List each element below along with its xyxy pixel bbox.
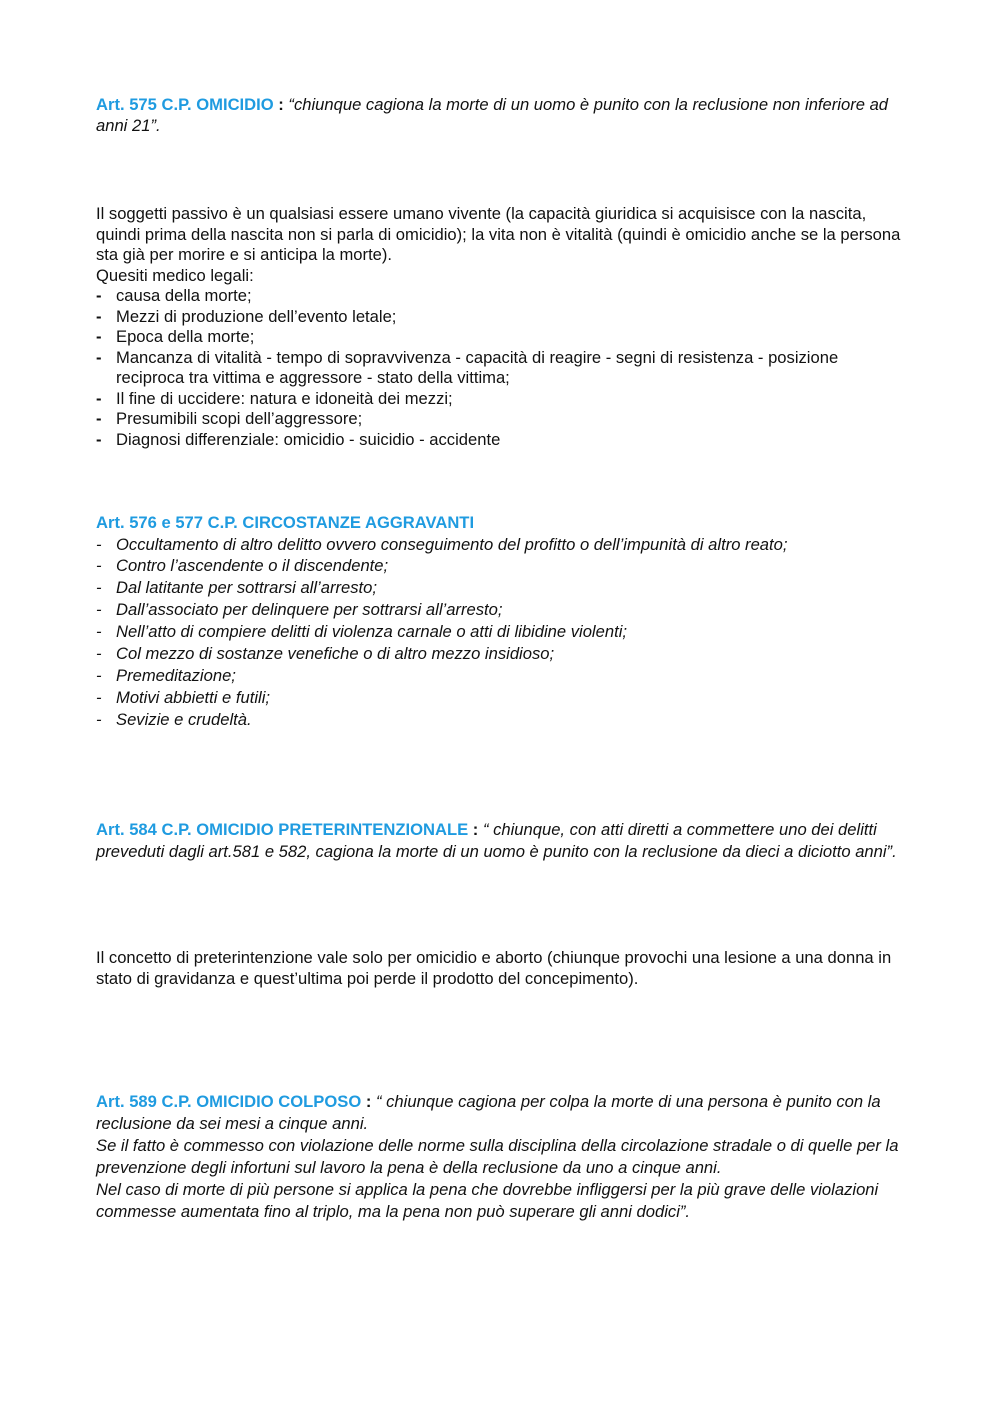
dash-bullet: - bbox=[96, 286, 102, 305]
aggravante-item-text: Nell’atto di compiere delitti di violenza carnale o atti di libidine violenti; bbox=[116, 622, 627, 642]
art-576-heading: Art. 576 e 577 C.P. CIRCOSTANZE AGGRAVANTI bbox=[96, 513, 475, 532]
aggravante-item bbox=[96, 621, 911, 643]
art-575-section bbox=[96, 95, 911, 136]
art-584-quote: “ chiunque, con atti diretti a commettere uno dei delitti preveduti dagli art.581 e 582, cagiona la morte di un uomo è punito con la reclusione da dieci a diciotto anni”. bbox=[96, 820, 897, 861]
dash-bullet: - bbox=[96, 327, 102, 346]
preterintenzione-paragraph: Il concetto di preterintenzione vale solo per omicidio e aborto (chiunque provochi una lesione a una donna in stato di gravidanza e quest’ultima poi perde il prodotto del concepimento). bbox=[96, 948, 892, 988]
quesiti-label: Quesiti medico legali: bbox=[96, 265, 254, 285]
quesito-item-text: Diagnosi differenziale: omicidio - suicidio - accidente bbox=[116, 429, 501, 449]
dash-bullet: - bbox=[96, 578, 102, 598]
aggravante-item-text: Sevizie e crudeltà. bbox=[116, 709, 252, 729]
aggravante-item bbox=[96, 555, 911, 577]
dash-bullet: - bbox=[96, 534, 102, 554]
aggravante-item-text: Motivi abbietti e futili; bbox=[116, 687, 271, 707]
art-589-paragraph bbox=[96, 1091, 911, 1135]
dash-bullet: - bbox=[96, 665, 102, 685]
soggetto-passivo-paragraph: Il soggetti passivo è un qualsiasi essere umano vivente (la capacità giuridica si acquisisce con la nascita, quindi prima della nascita non si parla di omicidio); la vita non è vitalità (quindi è omicidio anche se la persona sta già per morire e si anticipa la morte). bbox=[96, 204, 901, 264]
aggravante-item bbox=[96, 599, 911, 621]
aggravante-item bbox=[96, 665, 911, 687]
aggravante-item bbox=[96, 577, 911, 599]
art-589-line-2: Se il fatto è commesso con violazione delle norme sulla disciplina della circolazione stradale o di quelle per la prevenzione degli infortuni sul lavoro la pena è della reclusione da uno a cinque anni. bbox=[96, 1136, 899, 1177]
dash-bullet: - bbox=[96, 644, 102, 664]
art-589-section bbox=[96, 1091, 911, 1223]
quesito-item bbox=[96, 286, 911, 307]
art-575-paragraph bbox=[96, 95, 911, 136]
dash-bullet: - bbox=[96, 600, 102, 620]
aggravante-item-text: Col mezzo di sostanze venefiche o di altro mezzo insidioso; bbox=[116, 644, 555, 664]
quesito-item-text: Mancanza di vitalità - tempo di sopravvivenza - capacità di reagire - segni di resistenza - posizione reciproca tra vittima e aggressore - stato della vittima; bbox=[116, 347, 839, 387]
dash-bullet: - bbox=[96, 409, 102, 428]
quesito-item-text: Mezzi di produzione dell’evento letale; bbox=[116, 306, 397, 326]
art-589-line-3: Nel caso di morte di più persone si applica la pena che dovrebbe infliggersi per la più grave delle violazioni commesse aumentata fino al triplo, ma la pena non può superare gli anni dodici”. bbox=[96, 1180, 879, 1221]
dash-bullet: - bbox=[96, 556, 102, 576]
quesiti-list bbox=[96, 286, 911, 450]
aggravante-item bbox=[96, 534, 911, 556]
art-584-paragraph bbox=[96, 819, 911, 863]
quesito-item-text: Presumibili scopi dell’aggressore; bbox=[116, 409, 363, 428]
dash-bullet: - bbox=[96, 429, 102, 449]
aggravante-item-text: Premeditazione; bbox=[116, 665, 236, 685]
quesito-item bbox=[96, 430, 911, 451]
aggravanti-list bbox=[96, 534, 911, 731]
dash-bullet: - bbox=[96, 687, 102, 707]
art-589-heading: Art. 589 C.P. OMICIDIO COLPOSO bbox=[96, 1092, 362, 1111]
quesito-item-text: Il fine di uccidere: natura e idoneità dei mezzi; bbox=[116, 388, 453, 408]
dash-bullet: - bbox=[96, 306, 102, 326]
aggravante-item bbox=[96, 709, 911, 731]
aggravante-item-text: Occultamento di altro delitto ovvero conseguimento del profitto o dell’impunità di altro reato; bbox=[116, 534, 788, 554]
aggravante-item bbox=[96, 643, 911, 665]
aggravante-item-text: Dal latitante per sottrarsi all’arresto; bbox=[116, 578, 377, 598]
quesito-item bbox=[96, 348, 911, 389]
dash-bullet: - bbox=[96, 709, 102, 729]
quesito-item bbox=[96, 307, 911, 328]
dash-bullet: - bbox=[96, 347, 102, 367]
aggravante-item bbox=[96, 687, 911, 709]
art-575-quote: “chiunque cagiona la morte di un uomo è punito con la reclusione non inferiore ad anni 21”. bbox=[96, 95, 889, 135]
quesito-item bbox=[96, 327, 911, 348]
art-584-heading: Art. 584 C.P. OMICIDIO PRETERINTENZIONALE bbox=[96, 820, 469, 839]
dash-bullet: - bbox=[96, 388, 102, 408]
aggravante-item-text: Dall’associato per delinquere per sottrarsi all’arresto; bbox=[116, 600, 503, 620]
preterintenzione-section bbox=[96, 948, 911, 989]
art-584-colon: : bbox=[468, 820, 483, 839]
art-575-heading: Art. 575 C.P. OMICIDIO bbox=[96, 95, 274, 114]
art-589-colon: : bbox=[361, 1092, 376, 1111]
quesito-item bbox=[96, 409, 911, 430]
art-576-section bbox=[96, 513, 911, 731]
dash-bullet: - bbox=[96, 622, 102, 642]
art-589-quote: “ chiunque cagiona per colpa la morte di una persona è punito con la reclusione da sei mesi a cinque anni. bbox=[96, 1092, 881, 1133]
quesito-item bbox=[96, 389, 911, 410]
quesito-item-text: causa della morte; bbox=[116, 286, 252, 305]
art-575-colon: : bbox=[273, 95, 289, 114]
quesito-item-text: Epoca della morte; bbox=[116, 327, 255, 346]
art-584-section bbox=[96, 819, 911, 863]
soggetto-passivo-section bbox=[96, 204, 911, 450]
aggravante-item-text: Contro l’ascendente o il discendente; bbox=[116, 556, 389, 576]
